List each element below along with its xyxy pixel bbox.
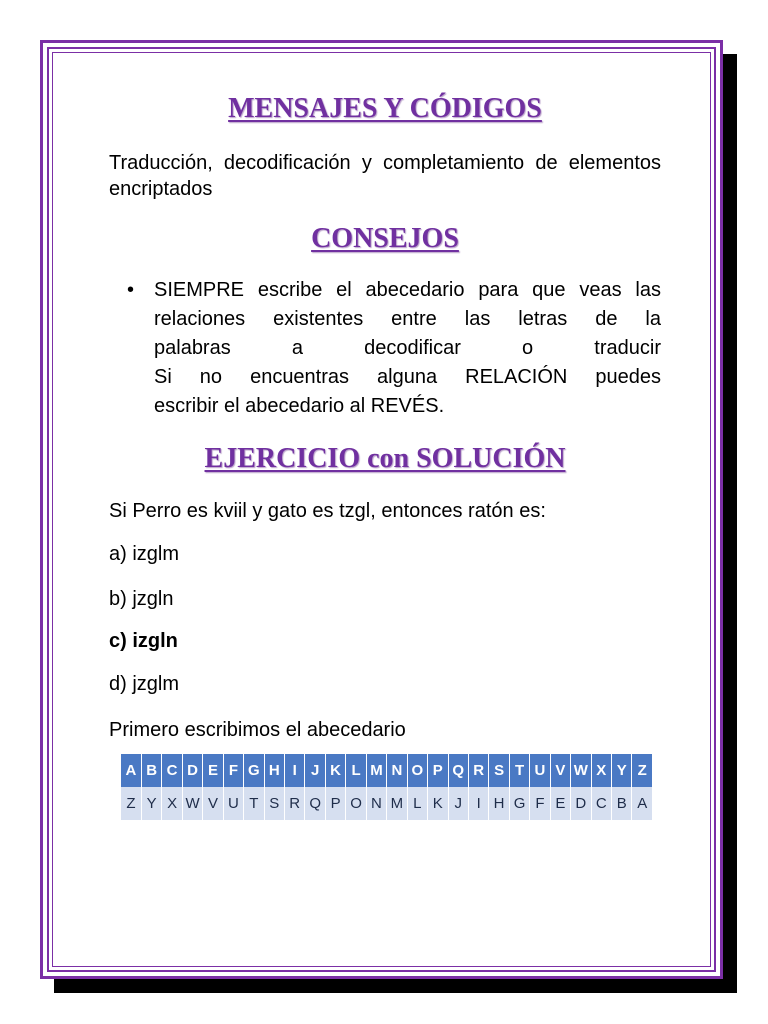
tips-text xyxy=(154,276,661,421)
cipher-cell: M xyxy=(387,787,407,820)
cipher-cell: I xyxy=(285,754,305,787)
cipher-cell: P xyxy=(325,787,345,820)
cipher-cell: V xyxy=(550,754,570,787)
cipher-cell: S xyxy=(264,787,284,820)
cipher-cell: E xyxy=(203,754,223,787)
reverse-alphabet-row xyxy=(121,787,653,820)
cipher-cell: A xyxy=(121,754,141,787)
cipher-cell: A xyxy=(632,787,653,820)
cipher-cell: Q xyxy=(448,754,468,787)
cipher-cell: P xyxy=(428,754,448,787)
intro-text: Traducción, decodificación y completamiento de elementos encriptados xyxy=(109,152,661,200)
question-text: Si Perro es kviil y gato es tzgl, entonces ratón es: xyxy=(109,500,546,522)
cipher-cell: N xyxy=(387,754,407,787)
cipher-cell: I xyxy=(468,787,488,820)
cipher-cell: Z xyxy=(632,754,653,787)
cipher-cell: D xyxy=(182,754,202,787)
tips-line: relaciones existentes entre las letras de la xyxy=(154,308,661,330)
cipher-cell: F xyxy=(223,754,243,787)
cipher-cell: Q xyxy=(305,787,325,820)
cipher-cell: Y xyxy=(141,787,161,820)
cipher-cell: U xyxy=(530,754,550,787)
page-frame xyxy=(40,40,723,979)
cipher-cell: B xyxy=(612,787,632,820)
cipher-cell: D xyxy=(571,787,591,820)
cipher-cell: C xyxy=(162,754,182,787)
cipher-cell: X xyxy=(162,787,182,820)
cipher-cell: S xyxy=(489,754,509,787)
exercise-title: EJERCICIO con SOLUCIÓN xyxy=(204,443,566,474)
tips-line: escribir el abecedario al REVÉS. xyxy=(154,395,445,417)
cipher-cell: V xyxy=(203,787,223,820)
cipher-cell: H xyxy=(489,787,509,820)
cipher-cell: R xyxy=(285,787,305,820)
cipher-cell: L xyxy=(407,787,427,820)
cipher-cell: J xyxy=(448,787,468,820)
bullet-dot-icon: • xyxy=(127,279,135,301)
cipher-cell: H xyxy=(264,754,284,787)
option-d: d) jzglm xyxy=(109,673,180,695)
cipher-cell: G xyxy=(244,754,264,787)
cipher-cell: U xyxy=(223,787,243,820)
cipher-cell: O xyxy=(407,754,427,787)
cipher-cell: R xyxy=(468,754,488,787)
cipher-cell: N xyxy=(366,787,386,820)
alphabet-row xyxy=(121,754,653,787)
cipher-cell: E xyxy=(550,787,570,820)
cipher-table xyxy=(121,754,653,820)
option-c-correct: c) izgln xyxy=(109,630,178,652)
tips-line: palabras a decodificar o traducir xyxy=(154,337,661,359)
cipher-cell: K xyxy=(325,754,345,787)
cipher-cell: G xyxy=(509,787,529,820)
main-title: MENSAJES Y CÓDIGOS xyxy=(228,93,542,124)
option-b: b) jzgln xyxy=(109,588,174,610)
cipher-cell: Y xyxy=(612,754,632,787)
cipher-cell: J xyxy=(305,754,325,787)
cipher-cell: L xyxy=(346,754,366,787)
cipher-cell: K xyxy=(428,787,448,820)
cipher-cell: C xyxy=(591,787,611,820)
tips-title: CONSEJOS xyxy=(311,223,459,254)
tips-line: SIEMPRE escribe el abecedario para que veas las xyxy=(154,279,661,301)
cipher-cell: W xyxy=(182,787,202,820)
cipher-cell: F xyxy=(530,787,550,820)
cipher-cell: B xyxy=(141,754,161,787)
option-a: a) izglm xyxy=(109,543,180,565)
cipher-cell: W xyxy=(571,754,591,787)
cipher-cell: X xyxy=(591,754,611,787)
tips-bullet xyxy=(109,276,661,421)
cipher-cell: T xyxy=(244,787,264,820)
cipher-cell: T xyxy=(509,754,529,787)
step-text: Primero escribimos el abecedario xyxy=(109,719,406,741)
cipher-cell: Z xyxy=(121,787,141,820)
cipher-cell: O xyxy=(346,787,366,820)
tips-line: Si no encuentras alguna RELACIÓN puedes xyxy=(154,366,661,388)
cipher-cell: M xyxy=(366,754,386,787)
